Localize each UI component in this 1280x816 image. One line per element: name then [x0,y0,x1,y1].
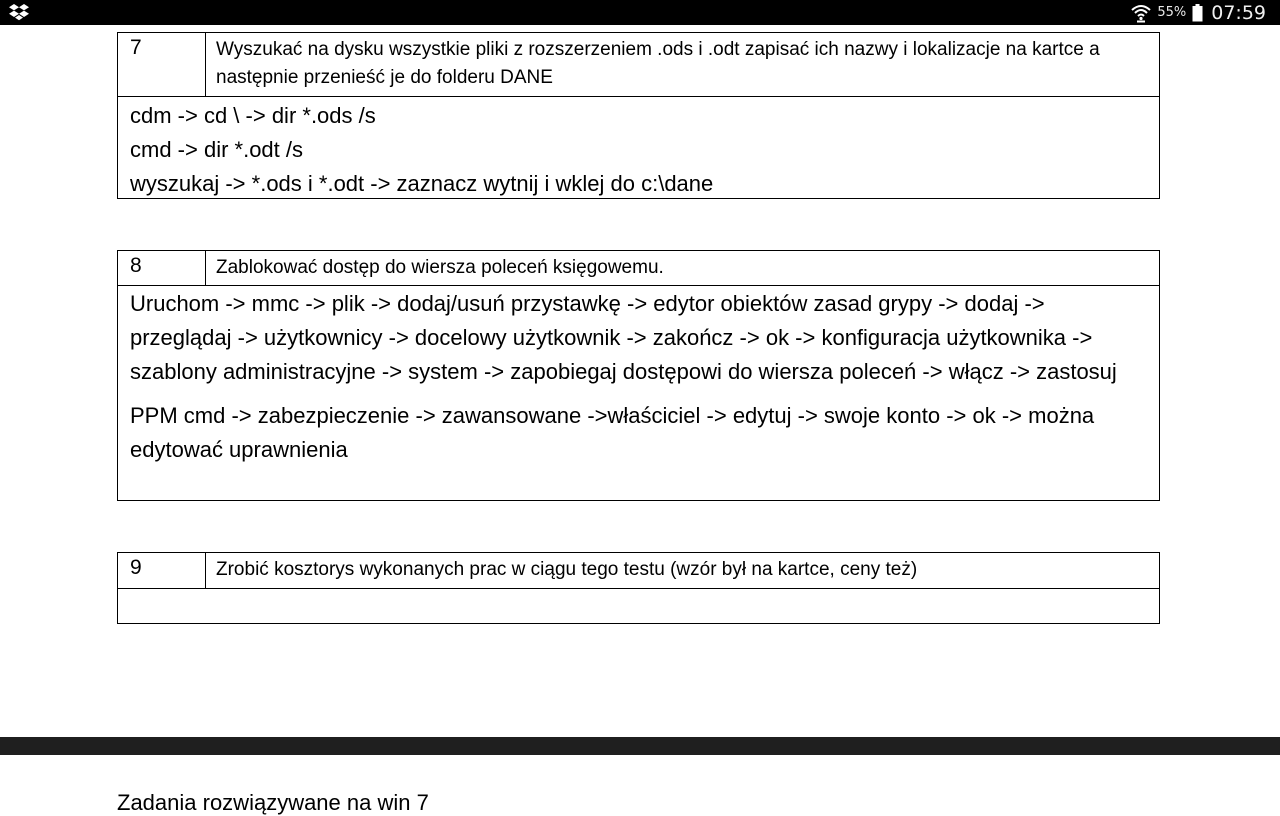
task-9 [117,552,1160,624]
page-separator [0,737,1280,755]
task-line: cmd -> dir *.odt /s [130,137,304,162]
task-title: Zablokować dostęp do wiersza poleceń księgowemu. [216,257,664,278]
task-number: 8 [118,251,206,285]
task-line: cdm -> cd \ -> dir *.ods /s [130,103,376,128]
battery-percentage: 55% [1157,5,1187,20]
next-page-heading: Zadania rozwiązywane na win 7 [117,790,429,815]
task-paragraph: Uruchom -> mmc -> plik -> dodaj/usuń przystawkę -> edytor obiektów zasad grypy -> dodaj -> przeglądaj -> użytkownicy -> docelowy użytkownik -> zakończ -> ok -> konfiguracja użytkownika -> szablony administracyjne -> system -> zapobiegaj dostępowi do wiersza poleceń -> włącz -> zastosuj [130,291,1117,384]
wifi-icon [1131,3,1151,23]
status-icons [1131,0,1266,25]
task-body [118,97,1159,201]
task-header [118,553,1159,589]
task-line: wyszukaj -> *.ods i *.odt -> zaznacz wytnij i wklej do c:\dane [130,171,714,196]
clock: 07:59 [1211,1,1266,24]
task-number: 9 [118,553,206,588]
task-body [118,286,1159,467]
task-7 [117,32,1160,199]
task-header [118,251,1159,286]
task-number: 7 [118,33,206,96]
next-page [0,755,1280,815]
dropbox-icon[interactable] [8,3,30,21]
battery-icon [1192,4,1203,22]
task-paragraph: PPM cmd -> zabezpieczenie -> zawansowane ->właściciel -> edytuj -> swoje konto -> ok -> można edytować uprawnienia [130,403,1095,462]
document-page [0,25,1280,737]
task-header [118,33,1159,97]
task-title: Wyszukać na dysku wszystkie pliki z rozszerzeniem .ods i .odt zapisać ich nazwy i lokalizacje na kartce a następnie przenieść je do folderu DANE [216,39,1100,88]
task-8 [117,250,1160,501]
task-title: Zrobić kosztorys wykonanych prac w ciągu tego testu (wzór był na kartce, ceny też) [216,559,918,580]
status-bar [0,0,1280,25]
